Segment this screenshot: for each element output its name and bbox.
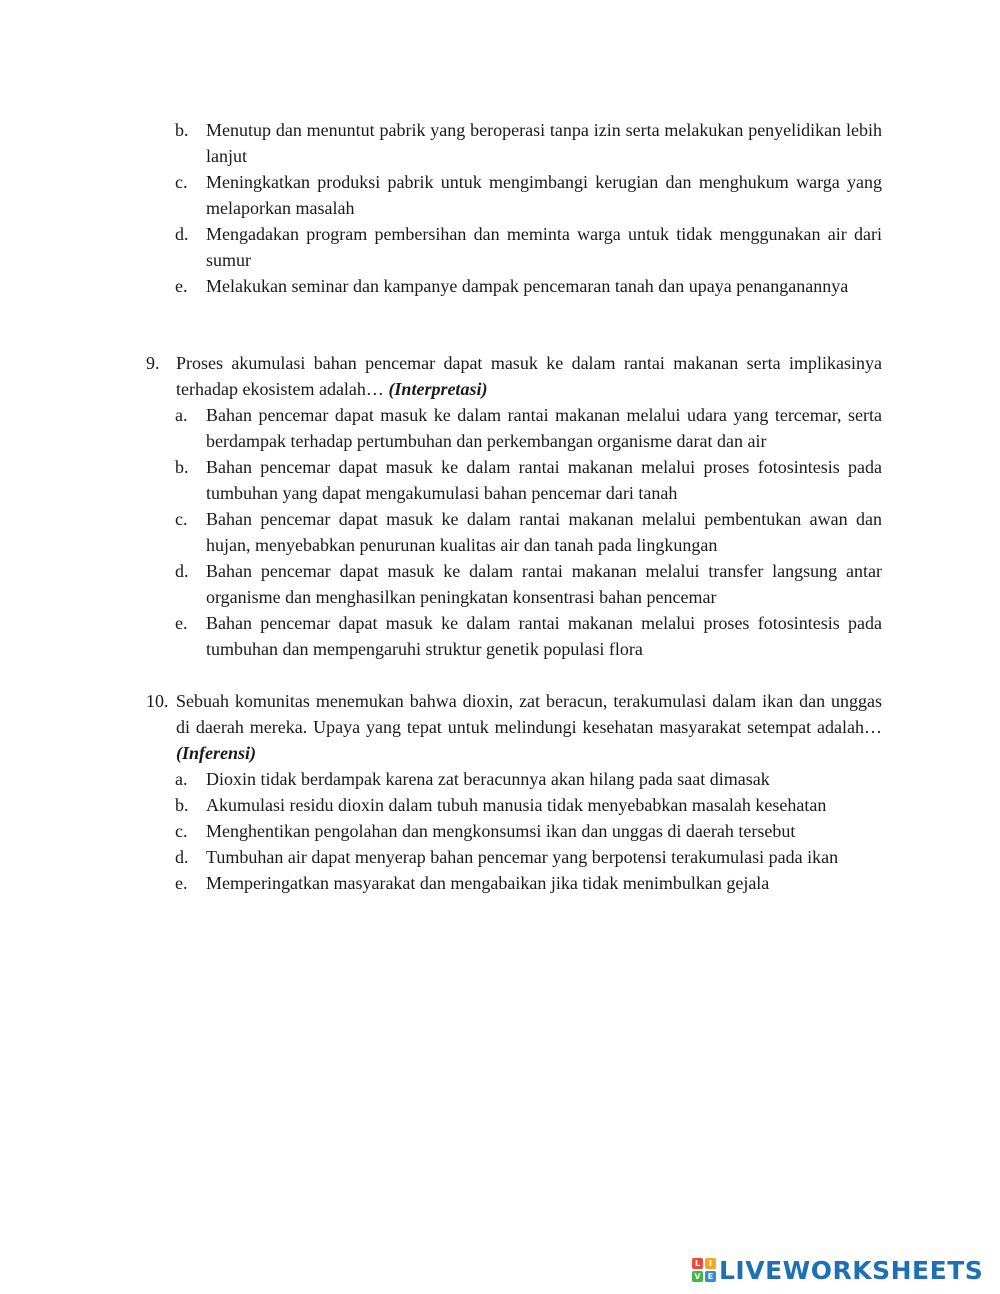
logo-mark-tile: E	[705, 1271, 716, 1282]
q10-option-c[interactable]	[175, 818, 882, 844]
prev-option-d[interactable]	[175, 221, 882, 273]
q9-option-e[interactable]	[175, 610, 882, 662]
logo-mark-tile: L	[692, 1258, 703, 1269]
q9-option-d[interactable]	[175, 558, 882, 610]
option-text: Bahan pencemar dapat masuk ke dalam rantai makanan melalui udara yang tercemar, serta berdampak terhadap pertumbuhan dan perkembangan organisme darat dan air	[206, 405, 882, 451]
option-letter: e.	[175, 276, 188, 296]
question-stem: Sebuah komunitas menemukan bahwa dioxin, zat beracun, terakumulasi dalam ikan dan unggas di daerah mereka. Upaya yang tepat untuk melindungi kesehatan masyarakat setempat adalah…	[176, 691, 882, 737]
option-letter: d.	[175, 224, 189, 244]
q10-option-b[interactable]	[175, 792, 882, 818]
option-text: Menutup dan menuntut pabrik yang beroperasi tanpa izin serta melakukan penyelidikan lebih lanjut	[206, 120, 882, 166]
option-text: Menghentikan pengolahan dan mengkonsumsi ikan dan unggas di daerah tersebut	[206, 821, 796, 841]
logo-text: LIVEWORKSHEETS	[719, 1255, 984, 1285]
option-text: Melakukan seminar dan kampanye dampak pencemaran tanah dan upaya penanganannya	[206, 276, 849, 296]
option-letter: d.	[175, 847, 189, 867]
q9-option-b[interactable]	[175, 454, 882, 506]
option-letter: c.	[175, 172, 188, 192]
option-letter: c.	[175, 509, 188, 529]
option-text: Dioxin tidak berdampak karena zat beracunnya akan hilang pada saat dimasak	[206, 769, 770, 789]
q9-option-c[interactable]	[175, 506, 882, 558]
question-skill-tag: (Interpretasi)	[388, 379, 488, 399]
question-9	[146, 350, 882, 402]
option-letter: c.	[175, 821, 188, 841]
option-letter: b.	[175, 120, 189, 140]
liveworksheets-logo[interactable]	[692, 1254, 983, 1286]
question-10	[146, 688, 882, 766]
option-letter: e.	[175, 613, 188, 633]
question-text	[176, 350, 882, 402]
question-stem: Proses akumulasi bahan pencemar dapat masuk ke dalam rantai makanan serta implikasinya terhadap ekosistem adalah…	[176, 353, 882, 399]
prev-option-c[interactable]	[175, 169, 882, 221]
option-text: Mengadakan program pembersihan dan meminta warga untuk tidak menggunakan air dari sumur	[206, 224, 882, 270]
option-letter: d.	[175, 561, 189, 581]
option-text: Bahan pencemar dapat masuk ke dalam rantai makanan melalui transfer langsung antar organisme dan menghasilkan peningkatan konsentrasi bahan pencemar	[206, 561, 882, 607]
question-text	[176, 688, 882, 766]
option-letter: a.	[175, 405, 188, 425]
option-text: Memperingatkan masyarakat dan mengabaikan jika tidak menimbulkan gejala	[206, 873, 770, 893]
option-text: Meningkatkan produksi pabrik untuk mengimbangi kerugian dan menghukum warga yang melaporkan masalah	[206, 172, 882, 218]
question-skill-tag: (Inferensi)	[176, 743, 256, 763]
question-number: 10.	[146, 691, 169, 711]
logo-mark-tile: V	[692, 1271, 703, 1282]
q10-option-e[interactable]	[175, 870, 882, 896]
logo-mark-icon	[692, 1258, 716, 1282]
logo-mark-tile: I	[705, 1258, 716, 1269]
option-text: Bahan pencemar dapat masuk ke dalam rantai makanan melalui proses fotosintesis pada tumbuhan dan mempengaruhi struktur genetik populasi flora	[206, 613, 882, 659]
option-letter: a.	[175, 769, 188, 789]
option-text: Bahan pencemar dapat masuk ke dalam rantai makanan melalui pembentukan awan dan hujan, menyebabkan penurunan kualitas air dan tanah pada lingkungan	[206, 509, 882, 555]
q9-option-a[interactable]	[175, 402, 882, 454]
prev-option-b[interactable]	[175, 117, 882, 169]
option-letter: e.	[175, 873, 188, 893]
q10-option-a[interactable]	[175, 766, 882, 792]
option-text: Bahan pencemar dapat masuk ke dalam rantai makanan melalui proses fotosintesis pada tumbuhan yang dapat mengakumulasi bahan pencemar dari tanah	[206, 457, 882, 503]
prev-option-e[interactable]	[175, 273, 882, 299]
option-text: Tumbuhan air dapat menyerap bahan pencemar yang berpotensi terakumulasi pada ikan	[206, 847, 839, 867]
q10-option-d[interactable]	[175, 844, 882, 870]
question-number: 9.	[146, 353, 160, 373]
option-text: Akumulasi residu dioxin dalam tubuh manusia tidak menyebabkan masalah kesehatan	[206, 795, 827, 815]
option-letter: b.	[175, 795, 189, 815]
option-letter: b.	[175, 457, 189, 477]
